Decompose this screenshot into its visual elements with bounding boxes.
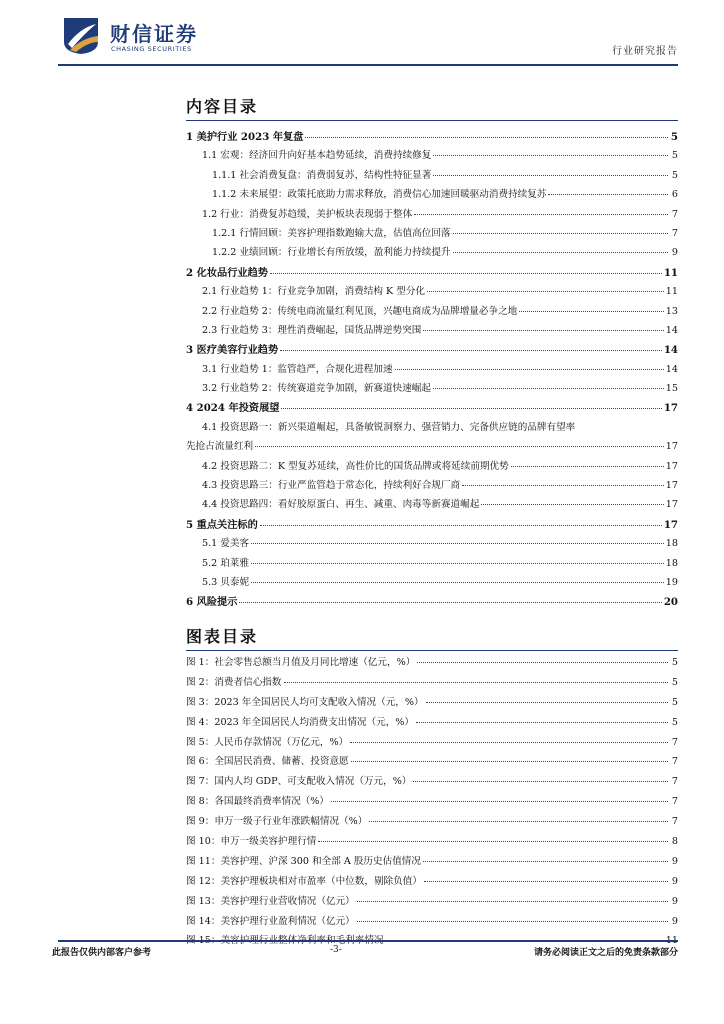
toc-entry[interactable]: [186, 380, 678, 399]
figure-entry[interactable]: [186, 714, 678, 734]
toc-entry[interactable]: [186, 303, 678, 322]
figure-entry[interactable]: [186, 813, 678, 833]
figure-entry-label: 图 1：社会零售总额当月值及月同比增速（亿元，%）: [186, 657, 416, 668]
footer-divider: [58, 940, 678, 942]
toc-entry-label: 5.2 珀莱雅: [202, 557, 250, 569]
toc-entry-label: 1.1.1 社会消费复盘：消费弱复苏，结构性特征显著: [212, 169, 432, 181]
figure-entry[interactable]: [186, 893, 678, 913]
figure-entry[interactable]: [186, 913, 678, 933]
header-divider: [58, 64, 678, 66]
toc-entry[interactable]: [186, 516, 678, 535]
figure-entry-label: 图 15：美容护理行业整体净利率和毛利率情况: [186, 935, 384, 947]
figure-entry-page: 5: [671, 716, 678, 728]
toc-entry-page: 14: [665, 363, 678, 375]
toc-leader-dots: [433, 155, 668, 156]
figure-leader-dots: [284, 682, 669, 683]
brand-name-en: CHASING SECURITIES: [111, 45, 192, 53]
figure-entry[interactable]: [186, 654, 678, 674]
toc-entry-label: 4.1 投资思路一：新兴渠道崛起，具备敏锐洞察力、强营销力、完备供应链的品牌有望率: [202, 421, 576, 433]
toc-leader-dots: [255, 446, 664, 447]
toc-entry-label: 3 医疗美容行业趋势: [186, 344, 279, 357]
toc-entry[interactable]: [186, 264, 678, 283]
toc-entry-label: 2.1 行业趋势 1：行业竞争加剧，消费结构 K 型分化: [202, 286, 426, 298]
toc-entry-page: 17: [665, 441, 678, 453]
toc-leader-dots: [305, 137, 668, 138]
figure-entry-page: 7: [671, 816, 678, 828]
toc-leader-dots: [414, 214, 668, 215]
toc-entry-label: 5.3 贝泰妮: [202, 576, 250, 588]
toc-entry-page: 5: [670, 131, 678, 143]
figure-entry-page: 7: [671, 796, 678, 808]
footer-disclaimer-right: 请务必阅读正文之后的免责条款部分: [533, 948, 678, 958]
figure-leader-dots: [351, 761, 668, 762]
toc-entry-label: 5 重点关注标的: [186, 518, 258, 531]
toc-entry-page: 14: [665, 324, 678, 336]
figure-entry-label: 图 9：申万一级子行业年涨跌幅情况（%）: [186, 816, 368, 828]
toc-entry-label: 4.4 投资思路四：看好胶原蛋白、再生、减重、肉毒等新赛道崛起: [202, 499, 480, 511]
toc-entry[interactable]: [186, 574, 678, 593]
figure-entry[interactable]: [186, 833, 678, 853]
figure-leader-dots: [318, 841, 668, 842]
toc-entry[interactable]: [186, 496, 678, 515]
toc-entry[interactable]: [186, 477, 678, 496]
toc-leader-dots: [427, 291, 664, 292]
table-of-contents: [186, 128, 678, 613]
toc-entry-page: 13: [665, 305, 678, 317]
toc-entry[interactable]: [186, 341, 678, 360]
figure-entry[interactable]: [186, 773, 678, 793]
toc-title-divider: [186, 120, 678, 121]
figure-entry-page: 7: [671, 756, 678, 768]
figure-entry-label: 图 7：国内人均 GDP、可支配收入情况（万元，%）: [186, 776, 412, 788]
figure-entry-label: 图 8：各国最终消费率情况（%）: [186, 796, 329, 808]
toc-entry-label: 1 美护行业 2023 年复盘: [186, 131, 304, 143]
toc-entry-label: 4 2024 年投资展望: [186, 402, 280, 415]
toc-leader-dots: [270, 273, 662, 274]
toc-leader-dots: [251, 563, 664, 564]
toc-entry-page: 5: [671, 150, 678, 162]
figure-entry-label: 图 5：人民币存款情况（万亿元，%）: [186, 736, 349, 748]
toc-leader-dots: [433, 388, 664, 389]
toc-entry[interactable]: [186, 225, 678, 244]
toc-entry-page: 5: [671, 169, 678, 181]
toc-entry-page: 17: [663, 402, 678, 415]
toc-entry-label: 2 化妆品行业趋势: [186, 266, 268, 279]
figure-leader-dots: [350, 742, 668, 743]
toc-entry[interactable]: [186, 555, 678, 574]
toc-entry[interactable]: [186, 535, 678, 554]
toc-entry-label: 4.2 投资思路二：K 型复苏延续，高性价比的国货品牌或将延续前期优势: [202, 460, 509, 472]
toc-entry-label: 1.1.2 未来展望：政策托底助力需求释放，消费信心加速回暖驱动消费持续复苏: [212, 189, 547, 201]
toc-leader-dots: [251, 543, 664, 544]
figure-entry[interactable]: [186, 853, 678, 873]
toc-entry[interactable]: [186, 593, 678, 612]
toc-entry-label: 1.2.2 业绩回顾：行业增长有所放缓，盈利能力持续提升: [212, 247, 451, 259]
toc-entry-label: 4.3 投资思路三：行业严监管趋于常态化，持续利好合规厂商: [202, 480, 461, 492]
figure-entry-page: 9: [671, 875, 678, 887]
toc-entry-page: 6: [671, 189, 678, 201]
toc-entry-page: 14: [663, 344, 678, 357]
toc-entry[interactable]: [186, 167, 678, 186]
toc-entry-label: 6 风险提示: [186, 596, 238, 609]
figure-leader-dots: [357, 901, 668, 902]
toc-entry-label: 1.1 宏观：经济回升向好基本趋势延续，消费持续修复: [202, 150, 432, 162]
page-number: -3-: [330, 945, 342, 955]
company-logo-icon: [58, 14, 104, 56]
figure-entry[interactable]: [186, 674, 678, 694]
figure-entry-page: 7: [671, 736, 678, 748]
toc-entry[interactable]: [186, 399, 678, 418]
figure-leader-dots: [369, 821, 668, 822]
toc-entry-page: 11: [665, 286, 678, 298]
toc-entry-page: 17: [665, 460, 678, 472]
toc-entry-page: 18: [665, 557, 678, 569]
figure-entry-label: 图 2：消费者信心指数: [186, 676, 282, 688]
figure-leader-dots: [416, 722, 668, 723]
toc-entry-page: 20: [663, 596, 678, 609]
figure-leader-dots: [413, 781, 668, 782]
toc-leader-dots: [260, 525, 662, 526]
figure-entry-page: 7: [671, 776, 678, 788]
brand-name-cn: 财信证券: [110, 22, 198, 46]
figure-leader-dots: [357, 921, 668, 922]
toc-entry[interactable]: [186, 244, 678, 263]
toc-entry-page: 15: [665, 383, 678, 395]
toc-entry[interactable]: [186, 147, 678, 166]
figure-leader-dots: [426, 702, 668, 703]
figure-entry-label: 图 4：2023 年全国居民人均消费支出情况（元，%）: [186, 716, 415, 728]
figure-leader-dots: [417, 662, 668, 663]
toc-entry-page: 11: [663, 266, 678, 279]
toc-leader-dots: [281, 408, 661, 409]
figure-entry-label: 图 6：全国居民消费、储蓄、投资意愿: [186, 756, 349, 768]
toc-entry-label: 先抢占流量红利: [186, 441, 254, 453]
figure-entry[interactable]: [186, 873, 678, 893]
toc-entry[interactable]: [186, 206, 678, 225]
toc-entry-label: 3.2 行业趋势 2：传统赛道竞争加剧，新赛道快速崛起: [202, 383, 431, 395]
toc-leader-dots: [239, 602, 661, 603]
figure-entry-label: 图 11：美容护理、沪深 300 和全部 A 股历史估值情况: [186, 855, 421, 867]
figure-entry-label: 图 10：申万一级美容护理行情: [186, 836, 317, 848]
toc-entry-page: 19: [665, 576, 678, 588]
toc-title: 内容目录: [186, 97, 259, 116]
toc-entry-label: 1.2.1 行情回顾：美容护理指数跑输大盘，估值高位回落: [212, 227, 451, 239]
toc-leader-dots: [280, 350, 662, 351]
toc-leader-dots: [423, 330, 663, 331]
toc-leader-dots: [433, 175, 668, 176]
toc-leader-dots: [453, 252, 668, 253]
toc-entry-label: 1.2 行业：消费复苏趋缓，美护板块表现弱于整体: [202, 208, 413, 220]
toc-entry-label: 2.2 行业趋势 2：传统电商流量红利见顶，兴趣电商成为品牌增量必争之地: [202, 305, 518, 317]
toc-entry-label: 5.1 爱美客: [202, 538, 250, 550]
toc-entry-label: 2.3 行业趋势 3：理性消费崛起，国货品牌逆势突围: [202, 324, 422, 336]
figure-entry-page: 5: [671, 657, 678, 668]
toc-entry-label: 3.1 行业趋势 1：监管趋严，合规化进程加速: [202, 363, 393, 375]
toc-leader-dots: [519, 311, 664, 312]
toc-entry-page: 7: [671, 208, 678, 220]
figure-entry-page: 5: [671, 676, 678, 688]
document-type: 行业研究报告: [612, 46, 678, 57]
figure-entry[interactable]: [186, 753, 678, 773]
figure-entry-label: 图 3：2023 年全国居民人均可支配收入情况（元，%）: [186, 696, 424, 708]
toc-entry[interactable]: [186, 283, 678, 302]
toc-leader-dots: [548, 194, 668, 195]
figure-entry-label: 图 12：美容护理板块相对市盈率（中位数，剔除负值）: [186, 875, 422, 887]
toc-entry-page: 17: [663, 518, 678, 531]
toc-leader-dots: [481, 504, 663, 505]
figure-entry-page: 8: [671, 836, 678, 848]
figure-entry[interactable]: [186, 734, 678, 754]
toc-leader-dots: [251, 582, 664, 583]
toc-entry[interactable]: [186, 186, 678, 205]
figure-entry[interactable]: [186, 694, 678, 714]
toc-entry-page: 7: [671, 227, 678, 239]
figure-entry-page: 5: [671, 696, 678, 708]
figure-list: [186, 654, 678, 952]
report-header: [58, 12, 678, 62]
toc-leader-dots: [395, 369, 664, 370]
figure-entry[interactable]: [186, 793, 678, 813]
toc-leader-dots: [453, 233, 668, 234]
figure-leader-dots: [423, 861, 668, 862]
toc-entry[interactable]: [186, 419, 678, 438]
figure-entry-label: 图 14：美容护理行业盈利情况（亿元）: [186, 915, 355, 927]
toc-entry-page: 18: [665, 538, 678, 550]
toc-entry[interactable]: [186, 458, 678, 477]
figures-title-divider: [186, 650, 678, 651]
toc-entry[interactable]: [186, 438, 678, 457]
toc-leader-dots: [511, 466, 664, 467]
figure-leader-dots: [331, 801, 668, 802]
toc-entry-page: 17: [665, 499, 678, 511]
footer-disclaimer-left: 此报告仅供内部客户参考: [52, 948, 152, 958]
figures-title: 图表目录: [186, 627, 259, 646]
toc-entry-page: 17: [665, 480, 678, 492]
figure-entry-page: 9: [671, 855, 678, 867]
toc-entry-page: 9: [671, 247, 678, 259]
toc-entry[interactable]: [186, 128, 678, 147]
figure-leader-dots: [424, 881, 668, 882]
figure-entry-page: 9: [671, 915, 678, 927]
toc-leader-dots: [462, 485, 664, 486]
figure-entry-page: 9: [671, 895, 678, 907]
toc-entry[interactable]: [186, 322, 678, 341]
figure-entry-label: 图 13：美容护理行业营收情况（亿元）: [186, 895, 355, 907]
figure-entry-page: 11: [665, 935, 678, 947]
toc-entry[interactable]: [186, 361, 678, 380]
